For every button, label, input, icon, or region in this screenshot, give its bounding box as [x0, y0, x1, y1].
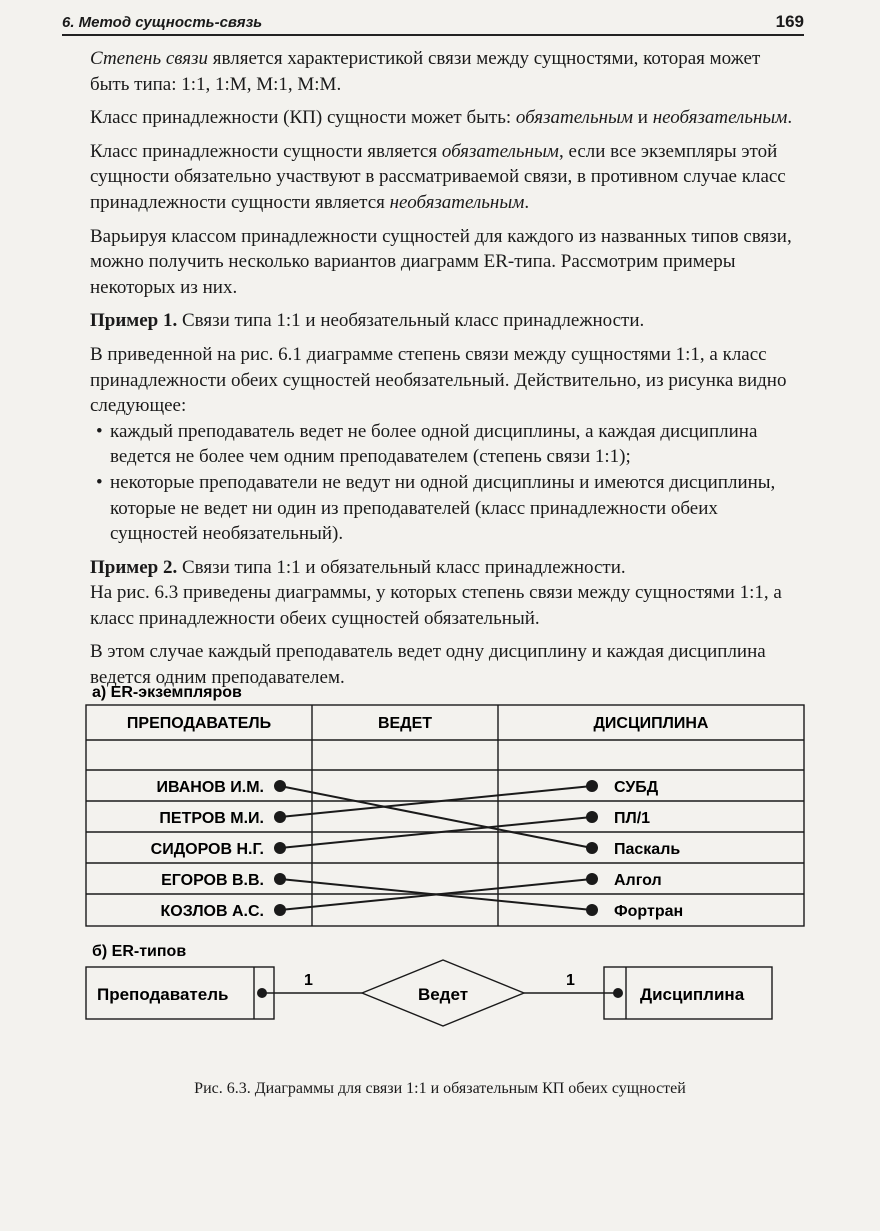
column-header: ВЕДЕТ	[377, 715, 433, 732]
instance-dot	[274, 811, 286, 823]
discipline-instance: СУБД	[614, 779, 659, 796]
paragraph-text: является характеристикой связи между сущностями, которая может быть типа: 1:1, 1:M, M:1, M:M.	[90, 48, 761, 95]
paragraph-text: Класс принадлежности (КП) сущности может быть:	[90, 107, 516, 129]
instance-dot	[586, 780, 598, 792]
teacher-instance: ПЕТРОВ М.И.	[159, 810, 264, 827]
page-number: 169	[775, 12, 804, 31]
example-text: Связи типа 1:1 и обязательный класс принадлежности.	[177, 556, 626, 578]
instance-dot	[274, 780, 286, 792]
paragraph-example2: На рис. 6.3 приведены диаграммы, у которых степень связи между сущностями 1:1, а класс принадлежности обеих сущностей обязательный.	[90, 582, 782, 629]
instance-dot	[274, 873, 286, 885]
mandatory-dot	[257, 988, 267, 998]
teacher-instance: КОЗЛОВ А.С.	[160, 903, 264, 920]
paragraph-text: и	[633, 107, 653, 129]
term-mandatory: обязательным	[515, 107, 634, 129]
instance-dot	[586, 811, 598, 823]
relationship-label: Ведет	[417, 985, 469, 1004]
bullet-text: каждый преподаватель ведет не более одной дисциплины, а каждая дисциплина ведется не более чем одним преподавателем (степень связи 1:1);	[110, 420, 758, 468]
term-degree: Степень связи	[90, 48, 209, 69]
discipline-instance: ПЛ/1	[614, 810, 651, 827]
paragraph-text: Класс принадлежности сущности является	[90, 140, 442, 162]
discipline-instance: Фортран	[614, 903, 684, 920]
bullet-icon: •	[96, 420, 103, 442]
figure-caption: Рис. 6.3. Диаграммы для связи 1:1 и обязательным КП обеих сущностей	[194, 1080, 686, 1097]
paragraph-text: , если все экземпляры этой сущности обязательно участвуют в рассматриваемой связи, в противном случае класс принадлежности сущности является	[90, 140, 786, 213]
term-mandatory: обязательным	[441, 140, 559, 162]
instance-dot	[586, 873, 598, 885]
paragraph-text: .	[524, 191, 530, 213]
bullet-icon: •	[96, 471, 103, 493]
paragraph-variants: Варьируя классом принадлежности сущностей для каждого из названных типов связи, можно получить несколько вариантов диаграмм ER-типа. Рассмотрим примеры некоторых из них.	[90, 225, 792, 298]
paragraph-conclusion: В этом случае каждый преподаватель ведет одну дисциплину и каждая дисциплина ведется одним преподавателем.	[90, 641, 766, 689]
example-label: Пример 1.	[90, 310, 178, 332]
term-optional: необязательным	[652, 107, 788, 129]
discipline-instance: Алгол	[614, 872, 662, 889]
example-label: Пример 2.	[90, 556, 178, 578]
figure-b-label: б) ER-типов	[92, 943, 187, 960]
column-header: ДИСЦИПЛИНА	[593, 715, 709, 732]
teacher-instance: ЕГОРОВ В.В.	[161, 872, 264, 889]
cardinality-right: 1	[566, 972, 575, 989]
instance-dot	[586, 842, 598, 854]
figure-a-label: а) ER-экземпляров	[92, 684, 242, 701]
instance-links	[151, 779, 684, 920]
entity-right-label: Дисциплина	[640, 985, 745, 1004]
instance-dot	[274, 904, 286, 916]
instance-dot	[274, 842, 286, 854]
teacher-instance: СИДОРОВ Н.Г.	[150, 841, 264, 858]
bullet-text: некоторые преподаватели не ведут ни одной дисциплины и имеются дисциплины, которые не ведет ни один из преподавателей (класс принадлежности обеих сущностей необязательный).	[110, 471, 776, 545]
paragraph-example1: В приведенной на рис. 6.1 диаграмме степень связи между сущностями 1:1, а класс принадлежности обеих сущностей необязательный. Действительно, из рисунка видно следующее:	[90, 343, 787, 417]
cardinality-left: 1	[304, 972, 313, 989]
section-title: 6. Метод сущность-связь	[62, 14, 263, 31]
instance-dot	[586, 904, 598, 916]
instance-link-line	[280, 786, 592, 848]
teacher-instance: ИВАНОВ И.М.	[156, 779, 264, 796]
term-optional: необязательным	[389, 191, 525, 213]
example-text: Связи типа 1:1 и необязательный класс принадлежности.	[177, 310, 645, 332]
discipline-instance: Паскаль	[614, 841, 681, 858]
entity-left-label: Преподаватель	[97, 985, 229, 1004]
mandatory-dot	[613, 988, 623, 998]
paragraph-text: .	[787, 107, 793, 129]
column-header: ПРЕПОДАВАТЕЛЬ	[126, 715, 272, 732]
